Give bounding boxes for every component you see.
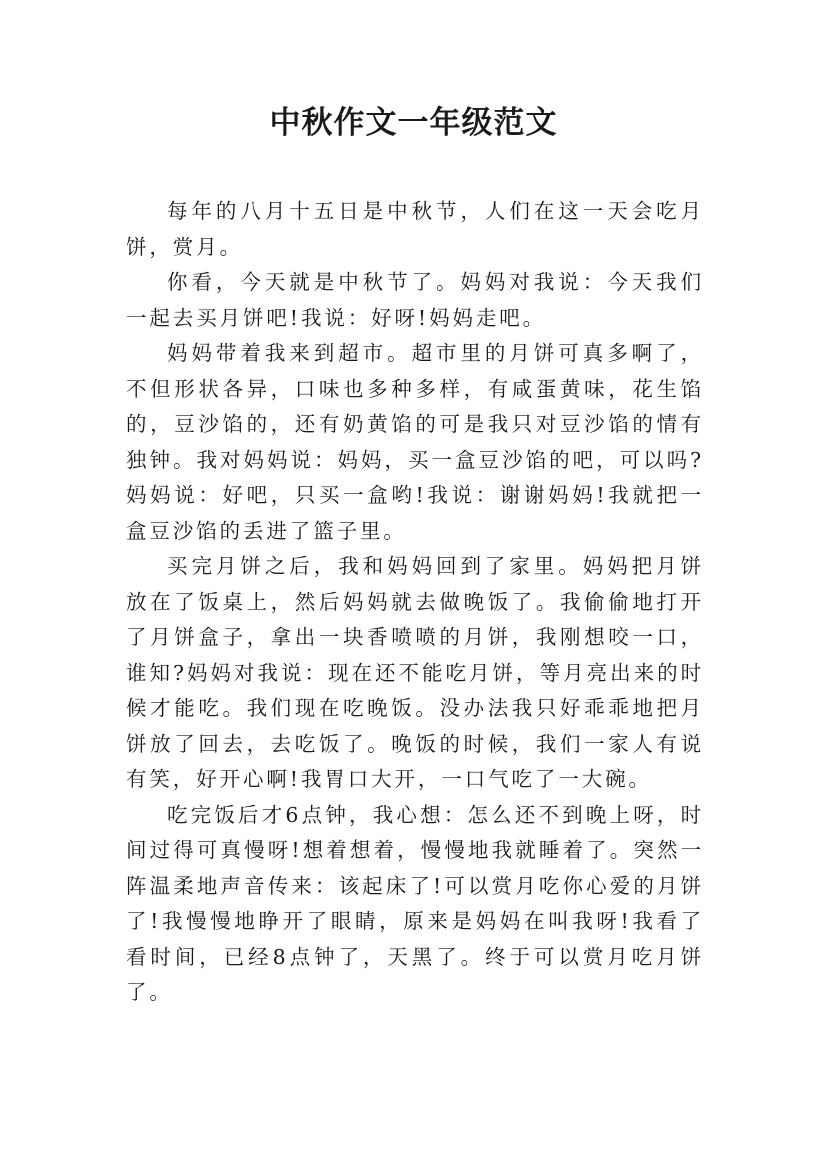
document-title: 中秋作文一年级范文	[269, 105, 558, 141]
paragraph: 买完月饼之后，我和妈妈回到了家里。妈妈把月饼放在了饭桌上，然后妈妈就去做晚饭了。我偷偷地打开了月饼盒子，拿出一块香喷喷的月饼，我刚想咬一口，谁知?妈妈对我说：现在还不能吃月饼，等月亮出来的时候才能吃。我们现在吃晚饭。没办法我只好乖乖地把月饼放了回去，去吃饭了。晚饭的时候，我们一家人有说有笑，好开心啊!我胃口大开，一口气吃了一大碗。	[126, 554, 704, 791]
paragraph: 吃完饭后才6点钟，我心想：怎么还不到晚上呀，时间过得可真慢呀!想着想着，慢慢地我就睡着了。突然一阵温柔地声音传来：该起床了!可以赏月吃你心爱的月饼了!我慢慢地睁开了眼睛，原来是妈妈在叫我呀!我看了看时间，已经8点钟了，天黑了。终于可以赏月吃月饼了。	[126, 802, 704, 1004]
paragraph: 妈妈带着我来到超市。超市里的月饼可真多啊了，不但形状各异，口味也多种多样，有咸蛋黄味，花生馅的，豆沙馅的，还有奶黄馅的可是我只对豆沙馅的情有独钟。我对妈妈说：妈妈，买一盒豆沙馅的吧，可以吗?妈妈说：好吧，只买一盒哟!我说：谢谢妈妈!我就把一盒豆沙馅的丢进了篮子里。	[126, 341, 704, 543]
paragraph: 你看，今天就是中秋节了。妈妈对我说：今天我们一起去买月饼吧!我说：好呀!妈妈走吧。	[126, 270, 704, 330]
paragraph: 每年的八月十五日是中秋节，人们在这一天会吃月饼，赏月。	[126, 199, 704, 259]
document-body	[126, 194, 704, 1011]
